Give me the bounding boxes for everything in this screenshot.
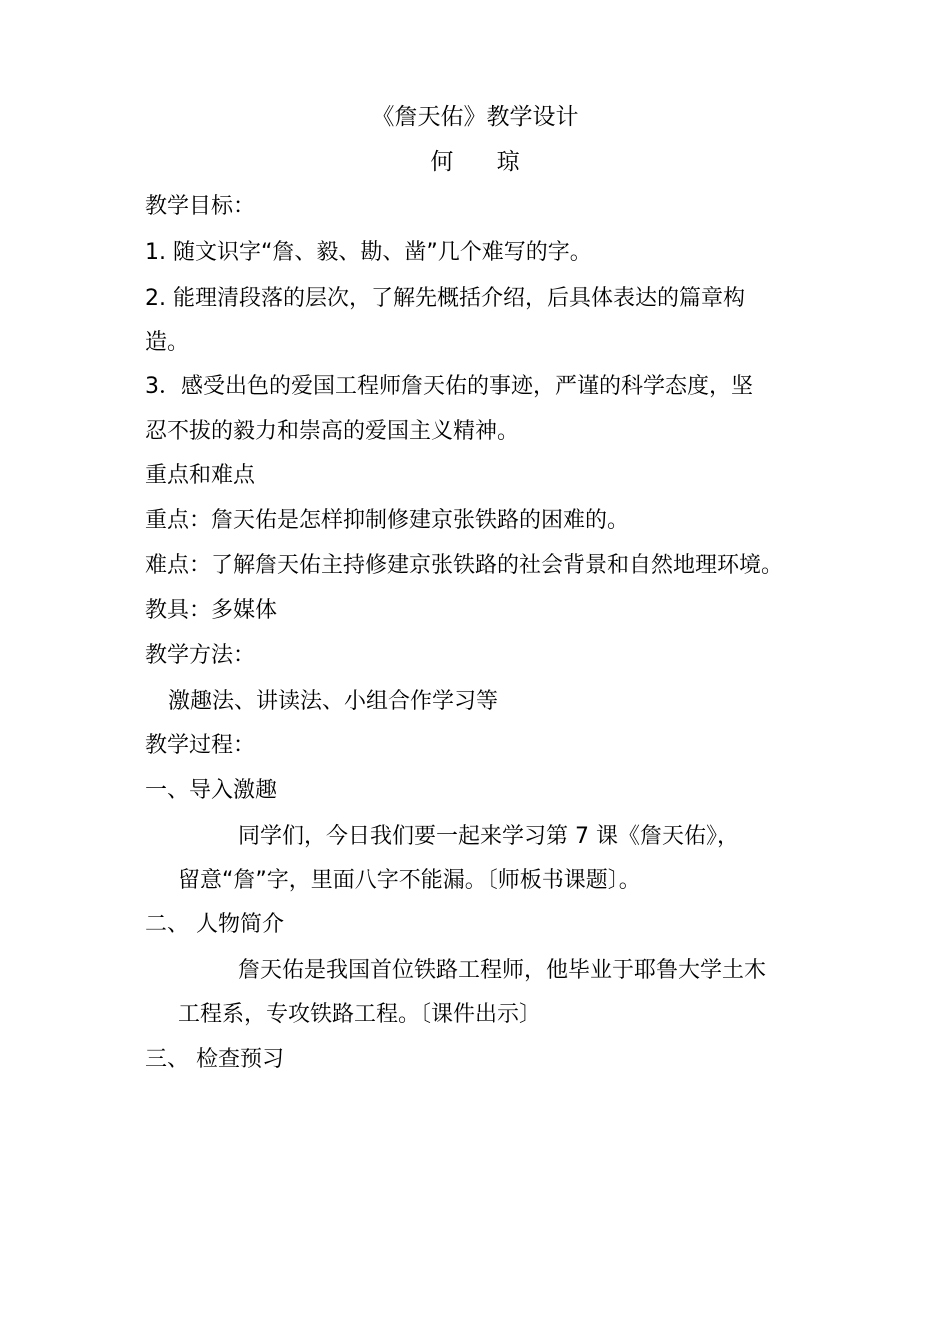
focus-point: 重点：詹天佑是怎样抑制修建京张铁路的困难的。 bbox=[145, 508, 630, 533]
objective-item-2-line-2: 造。 bbox=[145, 330, 190, 355]
objectives-heading: 教学目标： bbox=[145, 194, 256, 219]
document-title: 《詹天佑》教学设计 bbox=[371, 104, 579, 130]
objective-item-1: 1. 随文识字“詹、毅、勘、凿”几个难写的字。 bbox=[145, 240, 592, 265]
section-2-line-2: 工程系，专攻铁路工程。〔课件出示〕 bbox=[178, 1002, 542, 1027]
difficulty-point: 难点：了解詹天佑主持修建京张铁路的社会背景和自然地理环境。 bbox=[145, 553, 784, 578]
section-1-line-1: 同学们，今日我们要一起来学习第 7 课《詹天佑》， bbox=[238, 824, 739, 849]
key-points-heading: 重点和难点 bbox=[145, 463, 256, 488]
section-2-line-1: 詹天佑是我国首位铁路工程师，他毕业于耶鲁大学土木 bbox=[238, 958, 767, 983]
section-1-title: 一、导入激趣 bbox=[145, 778, 278, 803]
objective-item-2-line-1: 2. 能理清段落的层次，了解先概括介绍，后具体表达的篇章构 bbox=[145, 286, 745, 311]
teaching-tools: 教具：多媒体 bbox=[145, 598, 278, 623]
process-heading: 教学过程： bbox=[145, 733, 256, 758]
objective-item-3-line-2: 忍不拔的毅力和崇高的爱国主义精神。 bbox=[145, 419, 520, 444]
section-1-line-2: 留意“詹”字，里面八字不能漏。〔师板书课题〕。 bbox=[178, 868, 641, 893]
author-name: 何 琼 bbox=[430, 149, 538, 175]
methods-heading: 教学方法： bbox=[145, 643, 256, 668]
section-3-title: 三、 检查预习 bbox=[145, 1047, 284, 1072]
methods-content: 激趣法、讲读法、小组合作学习等 bbox=[168, 689, 499, 714]
section-2-title: 二、 人物简介 bbox=[145, 912, 284, 937]
objective-item-3-line-1: 3．感受出色的爱国工程师詹天佑的事迹，严谨的科学态度，坚 bbox=[145, 374, 753, 399]
